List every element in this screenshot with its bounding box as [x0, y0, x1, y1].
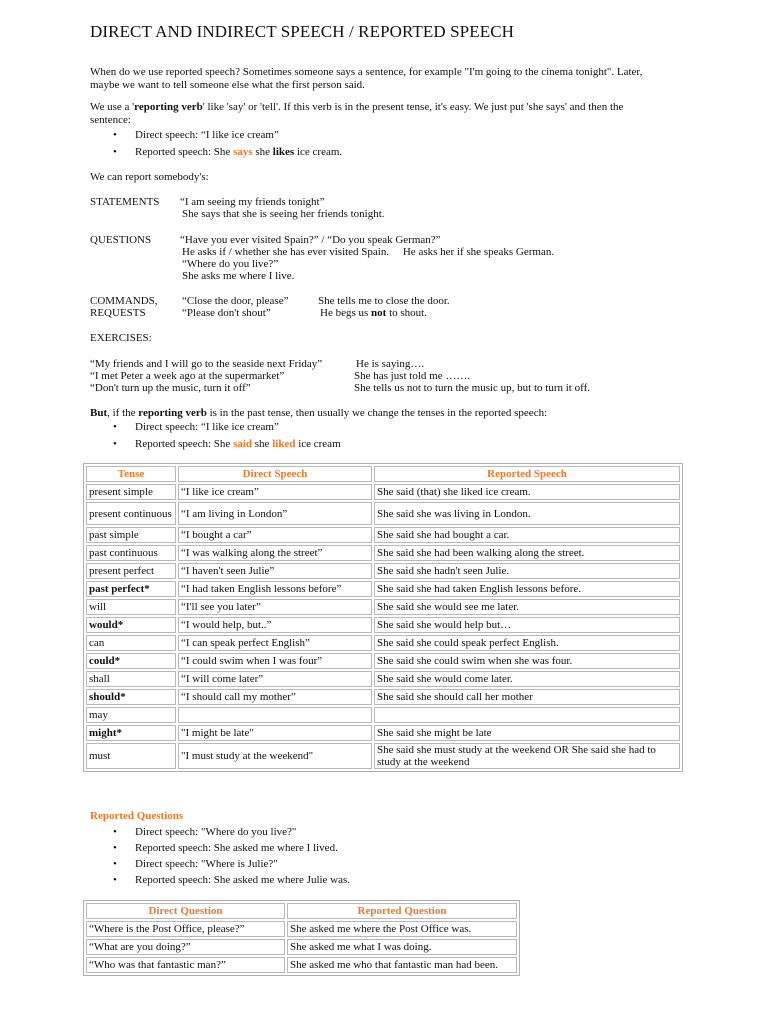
table-cell-reported: She asked me what I was doing. — [287, 939, 517, 955]
table-row — [86, 671, 680, 687]
table-cell-direct: “I like ice cream” — [178, 484, 372, 500]
table-header-row — [86, 466, 680, 482]
table-cell-tense: present continuous — [86, 502, 176, 525]
list-item — [115, 129, 279, 141]
text-run: Reported speech: She — [135, 438, 234, 450]
table-cell-tense: must — [86, 743, 176, 769]
table-row — [86, 653, 680, 669]
bullet-text: Direct speech: "Where is Julie?" — [135, 858, 278, 870]
table-row — [86, 635, 680, 651]
exercises-label: EXERCISES: — [90, 332, 152, 344]
exercise-1-answer: He is saying…. — [356, 358, 425, 370]
table-cell-tense: past simple — [86, 527, 176, 543]
table-cell-direct: “What are you doing?” — [86, 939, 285, 955]
text-run: , if the — [107, 407, 139, 419]
table-cell-direct: “I haven't seen Julie” — [178, 563, 372, 579]
command-reported: She tells me to close the door. — [318, 295, 450, 307]
list-item — [115, 146, 342, 158]
exercise-2-answer: She has just told me ……. — [354, 370, 471, 382]
text-run: He begs us — [320, 307, 372, 319]
bullet-text: Direct speech: "Where do you live?" — [135, 826, 297, 838]
table-cell-tense: could* — [86, 653, 176, 669]
table-row — [86, 484, 680, 500]
table-cell-direct: "I must study at the weekend" — [178, 743, 372, 769]
table-cell-direct: “I can speak perfect English” — [178, 635, 372, 651]
bullet-text: Reported speech: She asked me where I lived. — [135, 842, 338, 854]
text-run: We use a ' — [90, 101, 135, 113]
text-run: she — [252, 438, 273, 450]
statements-reported: She says that she is seeing her friends tonight. — [182, 208, 385, 220]
table-cell-tense: past perfect* — [86, 581, 176, 597]
intro-line-2: maybe we want to tell someone else what the first person said. — [90, 79, 365, 91]
table-cell-tense: shall — [86, 671, 176, 687]
questions-label: QUESTIONS — [90, 234, 152, 246]
exercise-1-quote: “My friends and I will go to the seaside next Friday” — [90, 358, 323, 370]
table-cell-tense: may — [86, 707, 176, 723]
table-cell-reported: She said she might be late — [374, 725, 680, 741]
past-paragraph — [90, 407, 547, 419]
text-run: ice cream — [295, 438, 341, 450]
table-cell-direct: “I will come later” — [178, 671, 372, 687]
table-cell-reported: She asked me where the Post Office was. — [287, 921, 517, 937]
table-row — [86, 617, 680, 633]
requests-label: REQUESTS — [90, 307, 146, 319]
list-item — [115, 421, 279, 433]
bullet-text: Direct speech: “I like ice cream” — [135, 129, 279, 141]
column-header: Tense — [86, 466, 176, 482]
bullet-text: Reported speech: She asked me where Julie was. — [135, 874, 351, 886]
table-cell-tense: would* — [86, 617, 176, 633]
emphasis-but: But — [90, 407, 108, 419]
table-cell-reported: She said she hadn't seen Julie. — [374, 563, 680, 579]
column-header: Reported Speech — [374, 466, 680, 482]
table-cell-reported: She asked me who that fantastic man had been. — [287, 957, 517, 973]
table-cell-reported: She said she must study at the weekend OR She said she had to study at the weekend — [374, 743, 680, 769]
table-header-row — [86, 903, 517, 919]
table-row — [86, 707, 680, 723]
text-run: sentence: — [90, 114, 131, 126]
tense-table — [83, 463, 683, 772]
table-cell-direct: "I might be late" — [178, 725, 372, 741]
table-cell-direct: “Where is the Post Office, please?” — [86, 921, 285, 937]
table-cell-reported: She said (that) she liked ice cream. — [374, 484, 680, 500]
list-item — [115, 858, 278, 870]
questions-direct-1: “Have you ever visited Spain?” / “Do you speak German?” — [180, 234, 441, 246]
table-cell-direct: “Who was that fantastic man?” — [86, 957, 285, 973]
table-row — [86, 502, 680, 525]
table-cell-direct: “I could swim when I was four” — [178, 653, 372, 669]
list-item — [115, 842, 338, 854]
list-item — [115, 438, 341, 450]
list-item — [115, 826, 296, 838]
exercise-2-quote: “I met Peter a week ago at the supermarket” — [90, 370, 285, 382]
text-run: ice cream. — [294, 146, 343, 158]
questions-reported-2: She asks me where I live. — [182, 270, 295, 282]
list-item — [115, 874, 350, 886]
page-title: DIRECT AND INDIRECT SPEECH / REPORTED SPEECH — [90, 22, 515, 41]
present-paragraph — [90, 101, 690, 127]
statements-label: STATEMENTS — [90, 196, 160, 208]
table-cell-reported: She said she had taken English lessons before. — [374, 581, 680, 597]
highlight-said: said — [233, 438, 253, 450]
statements-direct: “I am seeing my friends tonight” — [180, 196, 325, 208]
bullet-text: Direct speech: “I like ice cream” — [135, 421, 279, 433]
text-run: ' like 'say' or 'tell'. If this verb is in the present tense, it's easy. We just put 'she says' and then the — [202, 101, 624, 113]
table-row — [86, 581, 680, 597]
table-row — [86, 599, 680, 615]
reporting-verb-term: reporting verb — [134, 101, 203, 113]
table-cell-tense: will — [86, 599, 176, 615]
command-direct: “Close the door, please” — [182, 295, 289, 307]
column-header: Direct Question — [86, 903, 285, 919]
table-cell-tense: present simple — [86, 484, 176, 500]
table-cell-direct: “I should call my mother” — [178, 689, 372, 705]
text-run: is in the past tense, then usually we change the tenses in the reported speech: — [206, 407, 548, 419]
exercise-3-quote: “Don't turn up the music, turn it off” — [90, 382, 251, 394]
table-cell-direct: “I had taken English lessons before” — [178, 581, 372, 597]
table-cell-direct — [178, 707, 372, 723]
table-row — [86, 957, 517, 973]
table-cell-direct: “I am living in London” — [178, 502, 372, 525]
table-cell-direct: “I bought a car” — [178, 527, 372, 543]
text-run: she — [252, 146, 273, 158]
exercise-3-answer: She tells us not to turn the music up, but to turn it off. — [354, 382, 590, 394]
column-header: Direct Speech — [178, 466, 372, 482]
table-cell-reported: She said she could swim when she was four. — [374, 653, 680, 669]
questions-reported-1: He asks if / whether she has ever visited Spain. He asks her if she speaks German. — [182, 246, 555, 258]
table-cell-direct: “I'll see you later” — [178, 599, 372, 615]
reporting-verb-term: reporting verb — [138, 407, 207, 419]
table-row — [86, 689, 680, 705]
table-cell-reported: She said she would help but… — [374, 617, 680, 633]
emphasis-not: not — [371, 307, 387, 319]
text-run: to shout. — [386, 307, 427, 319]
table-row — [86, 527, 680, 543]
table-cell-tense: should* — [86, 689, 176, 705]
table-cell-tense: present perfect — [86, 563, 176, 579]
commands-label: COMMANDS, — [90, 295, 158, 307]
highlight-says: says — [233, 146, 253, 158]
table-cell-direct: “I would help, but..” — [178, 617, 372, 633]
table-cell-tense: might* — [86, 725, 176, 741]
intro-paragraph — [90, 66, 690, 92]
can-report-text: We can report somebody's: — [90, 171, 209, 183]
table-cell-reported: She said she was living in London. — [374, 502, 680, 525]
table-cell-reported: She said she could speak perfect English. — [374, 635, 680, 651]
intro-line-1: When do we use reported speech? Sometimes someone says a sentence, for example "I'm going to the cinema tonight". Later, — [90, 66, 643, 78]
table-cell-reported: She said she should call her mother — [374, 689, 680, 705]
table-cell-reported — [374, 707, 680, 723]
reported-questions-heading: Reported Questions — [90, 810, 184, 822]
table-row — [86, 921, 517, 937]
table-cell-reported: She said she had bought a car. — [374, 527, 680, 543]
text-run: Reported speech: She — [135, 146, 234, 158]
table-cell-direct: “I was walking along the street” — [178, 545, 372, 561]
table-cell-tense: past continuous — [86, 545, 176, 561]
column-header: Reported Question — [287, 903, 517, 919]
request-reported — [320, 307, 427, 319]
table-row — [86, 545, 680, 561]
questions-direct-2: “Where do you live?” — [182, 258, 279, 270]
table-cell-tense: can — [86, 635, 176, 651]
table-row — [86, 725, 680, 741]
table-cell-reported: She said she had been walking along the street. — [374, 545, 680, 561]
table-row — [86, 563, 680, 579]
table-cell-reported: She said she would see me later. — [374, 599, 680, 615]
highlight-likes: likes — [272, 146, 295, 158]
highlight-liked: liked — [272, 438, 296, 450]
request-direct: “Please don't shout” — [182, 307, 271, 319]
table-row — [86, 743, 680, 769]
table-cell-reported: She said she would come later. — [374, 671, 680, 687]
question-table — [83, 900, 520, 976]
table-row — [86, 939, 517, 955]
